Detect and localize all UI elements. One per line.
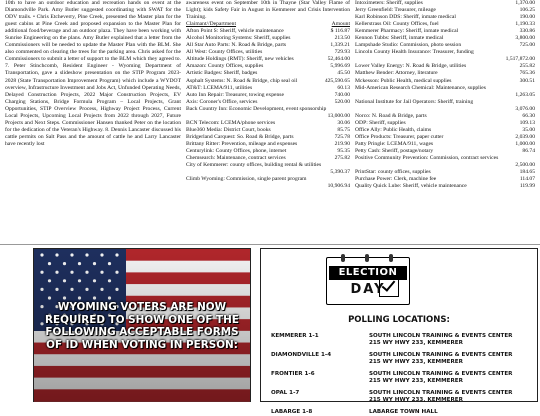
claimant-text: Lincoln County Health Insurance: Treasurer, funding: [355, 49, 474, 56]
claimant-text: Chemsearch: Maintenance, contract services: [186, 155, 286, 162]
election-sign-title: ELECTION: [329, 266, 407, 280]
claims-column-left: [186, 0, 350, 240]
claim-amount: 60.13: [337, 84, 350, 91]
claimant-text: Artistic Badges: Sheriff, badges: [186, 70, 258, 77]
claimant-text: BCN Telecom: LCEMA/phone services: [186, 119, 276, 126]
claim-row: [186, 141, 350, 148]
minutes-column: [5, 0, 181, 240]
claim-amount: 66.30: [522, 112, 535, 119]
headline-line: OF ID WHEN VOTING IN PERSON:: [46, 338, 238, 351]
claim-row: [186, 85, 350, 92]
claim-row: [186, 134, 350, 141]
polling-address: 215 WY HWY 233, KEMMERER: [369, 359, 463, 365]
claim-amount: 114.07: [519, 176, 535, 183]
claim-row: [186, 99, 350, 106]
claimant-text: PrintStar: county offices, supplies: [355, 169, 431, 176]
claim-amount: 2,500.00: [515, 162, 535, 169]
claim-amount: 725.78: [334, 133, 350, 140]
claimant-text: Purchase Power: Clerk, machine fee: [355, 176, 437, 183]
claimant-text: Asphalt Systems: N. Road & Bridge, chip seal oil: [186, 77, 298, 84]
claimant-text: Lower Valley Energy: N. Road & Bridge, utilities: [355, 63, 467, 70]
claimant-text: Bridgerland Carquest: So. Road & Bridge, parts: [186, 133, 294, 140]
claimant-header: Claimant//Department: [186, 21, 237, 28]
claim-amount: 1,190.33: [515, 21, 535, 28]
claimant-text: Back Country Inn: Economic Development, event sponsorship: [186, 105, 327, 112]
claim-amount: 30.06: [337, 119, 350, 126]
claim-row: [186, 183, 350, 190]
claim-row: [355, 49, 535, 56]
claim-row: [355, 85, 535, 92]
precinct-name: FRONTIER 1-6: [271, 371, 315, 377]
checkbox-icon: [379, 277, 399, 297]
section-divider: [0, 244, 540, 245]
claimant-text: Centurylink: County Offices, phone, internet: [186, 147, 287, 154]
claim-amount: 1,370.00: [515, 0, 535, 6]
polling-place: SOUTH LINCOLN TRAINING & EVENTS CENTER: [369, 371, 513, 377]
claim-amount: 213.50: [334, 35, 350, 42]
claim-row: [355, 148, 535, 155]
claim-row: [355, 70, 535, 77]
claim-amount: 330.86: [519, 28, 535, 35]
claim-row: [355, 155, 535, 162]
claim-row: [355, 56, 535, 63]
claim-amount: 2,039.00: [515, 133, 535, 140]
claim-row: [355, 183, 535, 190]
claim-amount: 3,076.00: [515, 105, 535, 112]
claim-amount: 95.35: [337, 147, 350, 154]
claim-amount: 119.99: [519, 183, 535, 190]
claim-row: [186, 78, 350, 85]
claim-row: [355, 120, 535, 127]
claim-amount: 219.90: [334, 140, 350, 147]
claim-amount: 10,906.94: [327, 183, 350, 190]
claimant-text: All Star Auto Parts: N. Road & Bridge, parts: [186, 42, 287, 49]
claimant-text: Afton Point S: Sheriff, vehicle maintenance: [186, 28, 284, 35]
claim-row: [186, 92, 350, 99]
claimant-text: Jerry Greenfield: Treasurer, mileage: [355, 7, 436, 14]
claimant-text: Auto Inn Repair: Treasurer, towing expense: [186, 91, 284, 98]
claimant-text: Petty Cash: Sheriff, postage/notary: [355, 147, 434, 154]
precinct-name: LABARGE 1-8: [271, 409, 313, 415]
claim-amount: $ 116.87: [330, 28, 350, 35]
claim-row: [355, 106, 535, 113]
claim-amount: 300.51: [519, 77, 535, 84]
claim-amount: 765.36: [519, 70, 535, 77]
claimant-text: National Institute for Jail Operators: Sheriff, training: [355, 98, 474, 105]
claim-amount: 86.74: [522, 147, 535, 154]
calendar-ring-icon: [365, 254, 369, 262]
claimant-text: Quality Quick Lube: Sheriff, vehicle maintenance: [355, 183, 467, 190]
election-sign-day: DAY: [350, 282, 386, 297]
claim-row: [186, 148, 350, 155]
claimant-text: Office Ally: Public Health, claims: [355, 126, 432, 133]
claim-amount: 45.50: [337, 70, 350, 77]
claimant-text: Brittany Ritter: Prevention, mileage and expenses: [186, 140, 298, 147]
voter-id-headline: [34, 301, 250, 351]
claims-column-right: [355, 0, 535, 240]
claims-list: [186, 28, 350, 190]
claim-row: [355, 99, 535, 106]
claimant-text: Alcohol Monitoring Systems: Sheriff, supplies: [186, 35, 291, 42]
claim-row: [186, 162, 350, 169]
claimant-text: City of Kemmerer: county offices, building rental & utilities: [186, 162, 322, 169]
claim-amount: 106.25: [519, 7, 535, 14]
polling-place: LABARGE TOWN HALL: [369, 409, 438, 415]
claim-row: [355, 0, 535, 7]
claimant-text: ODP: Sheriff, supplies: [355, 119, 406, 126]
claim-amount: 725.00: [519, 42, 535, 49]
claim-amount: 1,263.05: [515, 91, 535, 98]
claim-amount: 1,339.21: [330, 42, 350, 49]
claimant-text: Patty Pringle: LCEMA/911, wages: [355, 140, 434, 147]
claim-amount: 275.82: [334, 155, 350, 162]
claimant-text: Intoximeters: Sheriff, supplies: [355, 0, 423, 6]
polling-place: SOUTH LINCOLN TRAINING & EVENTS CENTER: [369, 352, 513, 358]
claimant-text: Axis: Coroner's Office, services: [186, 98, 258, 105]
claimant-text: Office Products: Treasurer, paper cutter: [355, 133, 444, 140]
precinct-name: KEMMERER 1-1: [271, 333, 319, 339]
headline-line: FOLLOWING ACCEPTABLE FORMS: [45, 326, 239, 339]
claim-amount: 109.13: [519, 119, 535, 126]
headline-line: WYOMING VOTERS ARE NOW: [57, 301, 227, 313]
claim-row: [355, 113, 535, 120]
claim-amount: 520.00: [334, 98, 350, 105]
election-day-ad: [260, 248, 538, 415]
claim-row: [355, 141, 535, 148]
voter-id-ad: [33, 248, 251, 402]
calendar-ring-icon: [341, 254, 345, 262]
claim-row: [186, 35, 350, 42]
precinct-name: OPAL 1-7: [271, 390, 300, 396]
claimant-text: Lampshade Studio: Commission, photo session: [355, 42, 462, 49]
claimant-text: Altitude Holdings (RMT): Sheriff, new vehicles: [186, 56, 294, 63]
claimant-text: AT&T: LCEMA/911, utilities: [186, 84, 253, 91]
claimant-text: Mid-American Research Chemical: Maintenance, supplies: [355, 84, 486, 91]
claim-amount: 740.00: [334, 91, 350, 98]
polling-address: 215 WY HWY 233, KEMMERER: [369, 397, 463, 403]
polling-place: SOUTH LINCOLN TRAINING & EVENTS CENTER: [369, 390, 513, 396]
claimant-text: All West: County Offices, utilities: [186, 49, 263, 56]
claims-intro: awareness event on September 10th in Thayne (Star Valley Flame of Light); kids Safety Fair in August in Kemmerer and Crisis Intervention Training.: [186, 0, 350, 21]
claimant-text: Amazon: County Offices, supplies: [186, 63, 264, 70]
claimant-text: Matthew Bender: Attorney, literature: [355, 70, 438, 77]
claim-amount: 13,000.00: [327, 112, 350, 119]
claim-row: [186, 70, 350, 77]
claim-amount: 184.65: [519, 169, 535, 176]
claim-row: [355, 78, 535, 85]
claimant-text: Kemmerer Pharmacy: Sheriff, inmate medical: [355, 28, 459, 35]
claim-amount: 425,590.65: [324, 77, 350, 84]
claimant-text: Positive Community Prevention: Commission, contract services: [355, 155, 499, 162]
claim-row: [186, 176, 350, 183]
claim-row: [355, 127, 535, 134]
claim-amount: 35.00: [522, 126, 535, 133]
claimant-text: Climb Wyoming: Commission, single parent program: [186, 176, 307, 183]
claim-amount: 52,464.00: [327, 56, 350, 63]
polling-title: POLLING LOCATIONS:: [348, 315, 450, 325]
calendar-ring-icon: [389, 254, 393, 262]
claim-amount: 190.00: [519, 14, 535, 21]
claims-list: [355, 0, 535, 190]
claimant-text: Norco: N. Road & Bridge, parts: [355, 112, 427, 119]
claim-row: [355, 35, 535, 42]
amount-header: Amount: [331, 21, 350, 28]
claim-amount: 5,996.69: [330, 63, 350, 70]
claim-amount: 1,000.00: [515, 140, 535, 147]
claim-amount: 3,800.00: [515, 35, 535, 42]
claim-row: [186, 106, 350, 113]
polling-place: SOUTH LINCOLN TRAINING & EVENTS CENTER: [369, 333, 513, 339]
claim-amount: 1,517,872.00: [505, 56, 535, 63]
claim-row: [186, 169, 350, 176]
claim-row: [186, 127, 350, 134]
claim-row: [355, 63, 535, 70]
claim-row: [186, 120, 350, 127]
claim-row: [186, 113, 350, 120]
polling-address: 215 WY HWY 233, KEMMERER: [369, 378, 463, 384]
claim-amount: 255.82: [519, 63, 535, 70]
claim-row: [355, 134, 535, 141]
polling-address: 215 WY HWY 233, KEMMERER: [369, 340, 463, 346]
precinct-name: DIAMONDVILLE 1-4: [271, 352, 332, 358]
claimant-text: Mckesson: Public Health, medical supplies: [355, 77, 452, 84]
claimant-text: Kennon Tubbs: Sheriff, inmate medical: [355, 35, 444, 42]
headline-line: REQUIRED TO SHOW ONE OF THE: [45, 313, 239, 326]
minutes-paragraph: 10th to have an outdoor education and recreation hands on event at the Diamondville Park. Amy Butler suggested coordinating with SWAT for the ODV trails. • Chris Etcheverry, Pine Creek, presented the Master plan for the guest cabins at Pine Creek and proposed expansion to the Master Plan for additional food/beverage and an outdoor plaza. They have been working with Sunrise Engineering on the plans. Amy Butler explained that a letter from the Commissioners will be needed to update the Master Plan with the BLM. She also commented on clearing the trees for the parking area. Chris asked for the Commissioners to submit a letter of support to the BLM which they agreed to. 7. Peter Stinchcomb, Resident Engineer - Wyoming Department of Transportation, gave a slideshow presentation on the STIP Program 2023-2028 (State Transportation Improvement Program) which include a WYDOT overview, Infrastructure Investment and Jobs Act, Unfunded Operating Needs, Delayed Construction Projects, 2022 Major Construction Projects, EV Charging Stations, Bridge Formula Program – Local Projects, Grant Opportunities, STIP Overview Process, Highway Project Process, Current Local Projects, Upcoming Local Projects from 2022 through 2027, Future Projects and Next Steps. Commissioner Hansen thanked Peter on the location for the dedication of the Veteran's Highway. 8. Dennis Lancaster discussed his cattle permits on Salt Pass and the amount of cattle he and Larry Lancaster have recently lost: [5, 0, 181, 147]
claimant-text: Blue360 Media: District Court, books: [186, 126, 271, 133]
claim-amount: 729.93: [334, 49, 350, 56]
claim-amount: 85.75: [337, 126, 350, 133]
claimant-text: Karl Robinson DDS: Sheriff, inmate medical: [355, 14, 456, 21]
claim-row: [355, 92, 535, 99]
claimant-text: Kellerstrass Oil: County Offices, fuel: [355, 21, 439, 28]
claim-amount: 5,390.37: [330, 169, 350, 176]
